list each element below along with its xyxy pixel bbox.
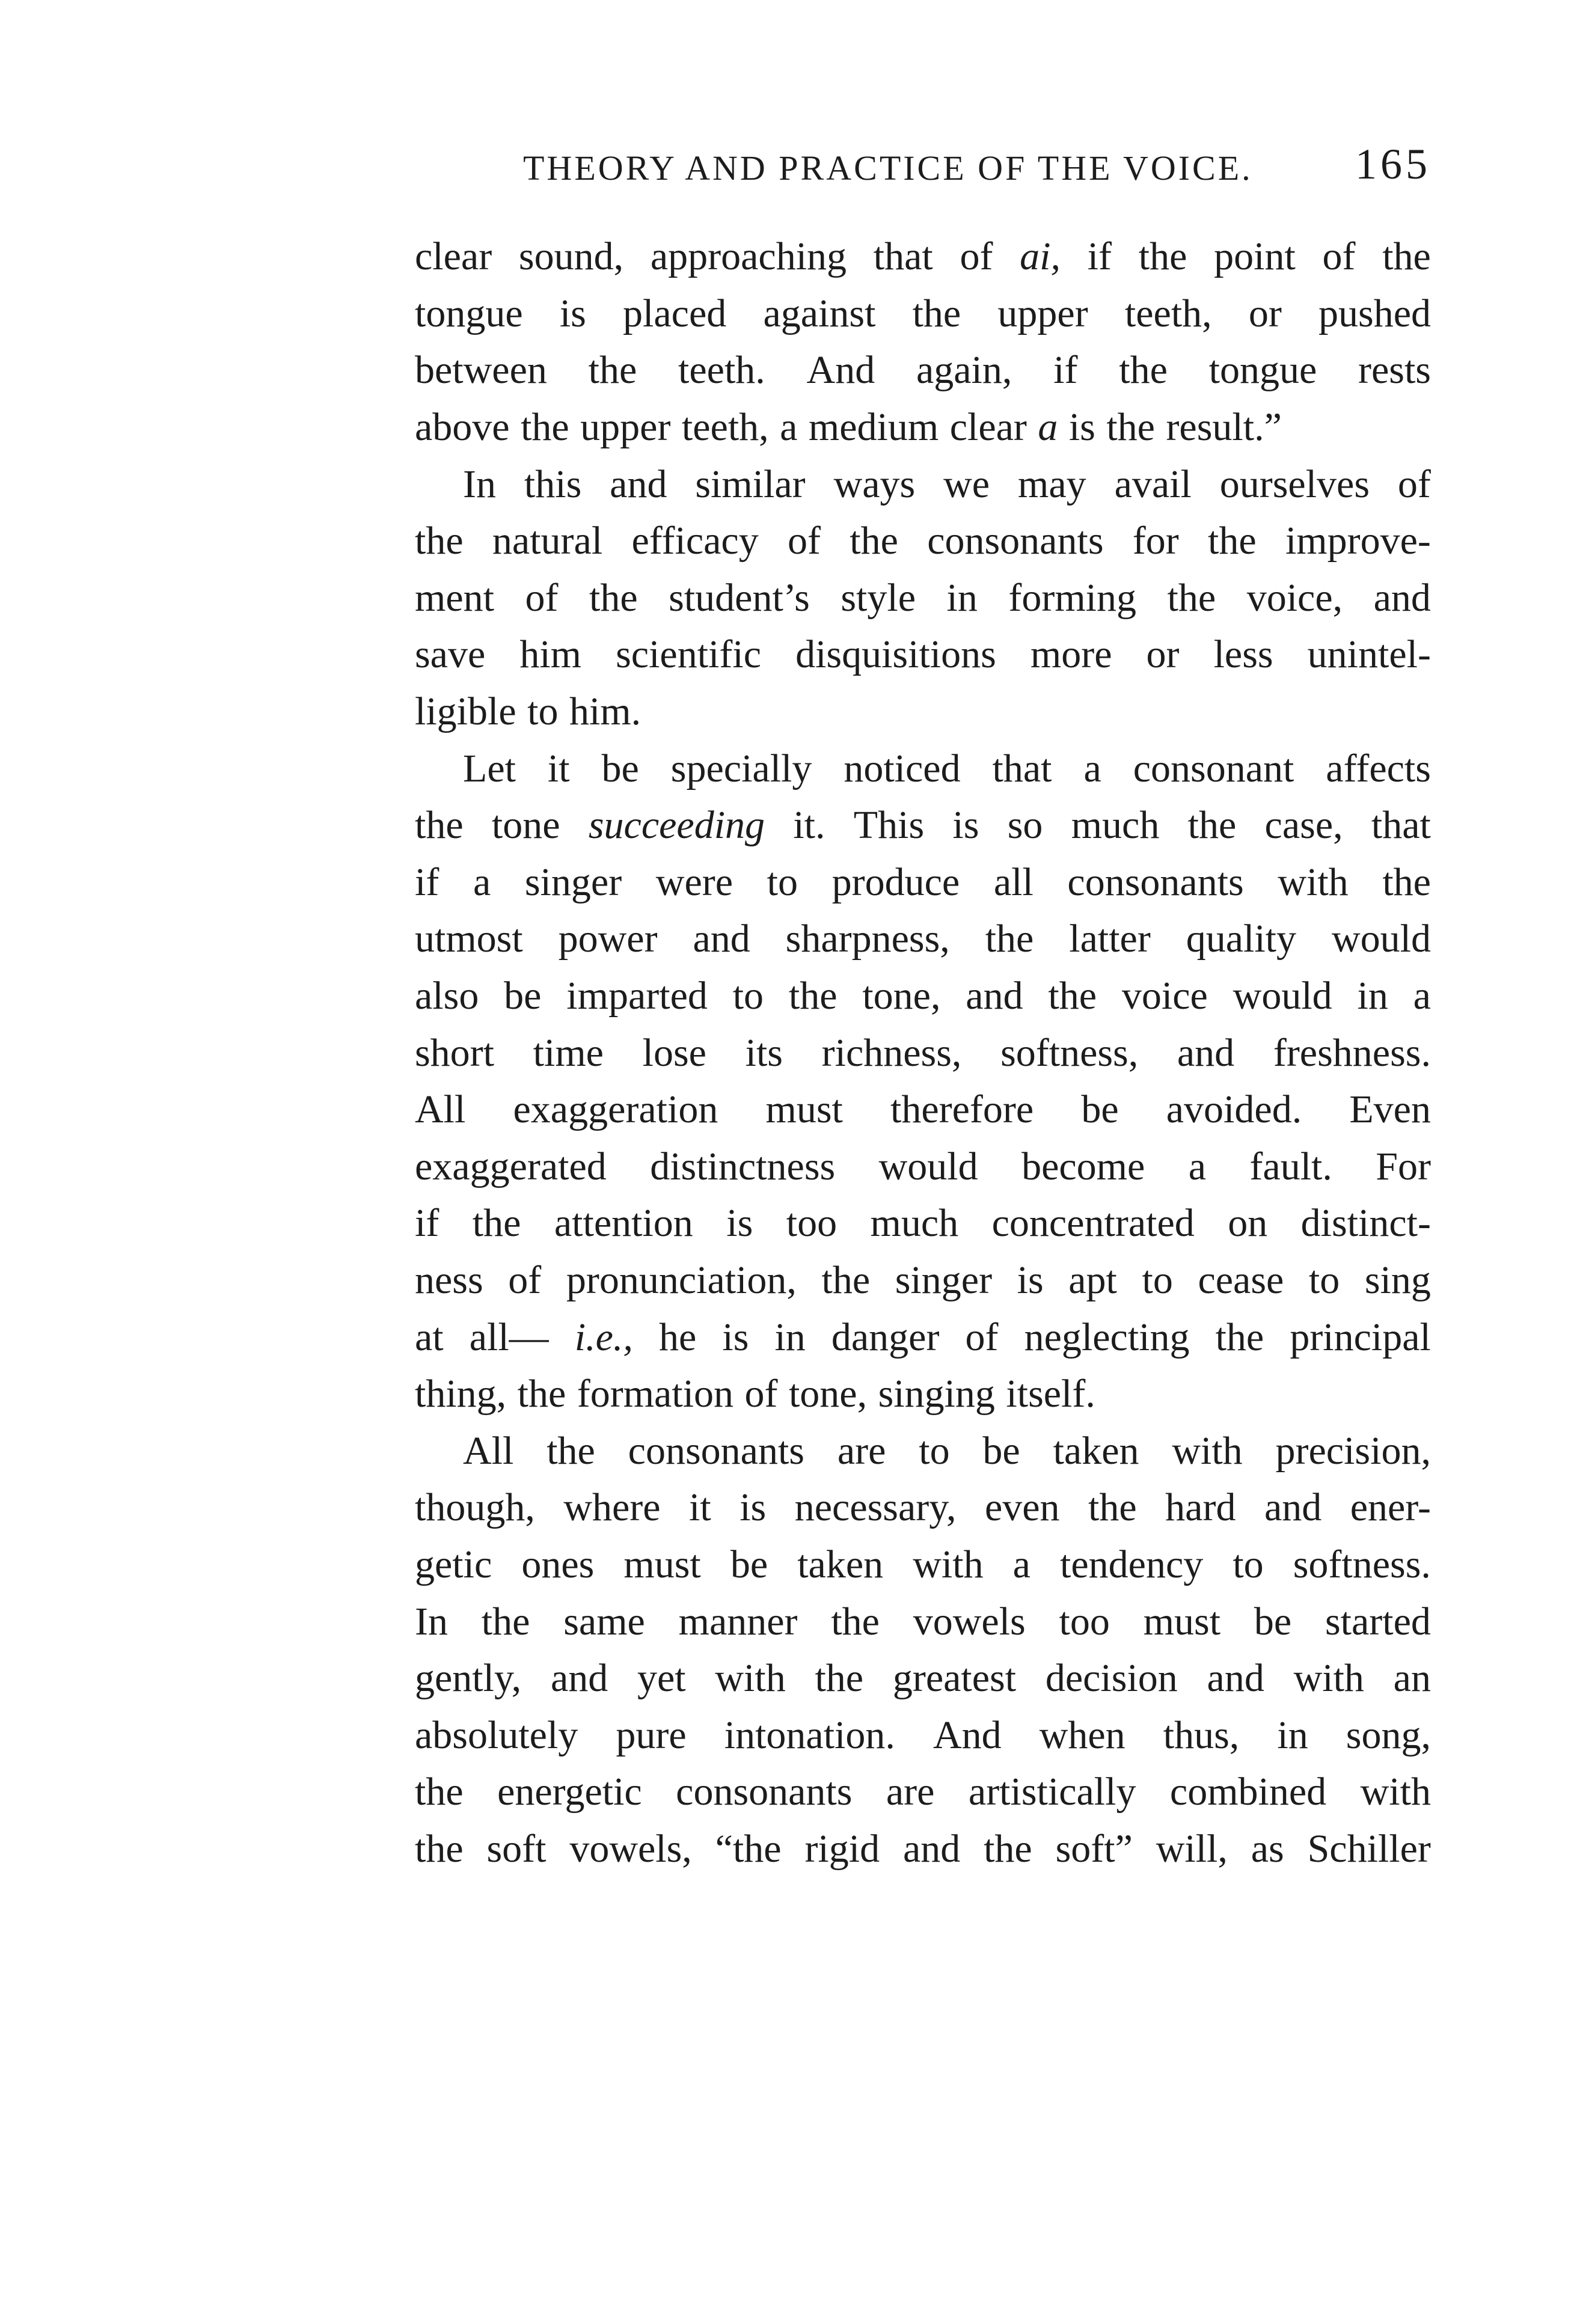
word: would — [1233, 974, 1332, 1018]
word: tone — [491, 803, 560, 848]
text-line — [415, 513, 1431, 570]
word: of — [965, 1315, 999, 1359]
word: affects — [1326, 746, 1431, 790]
word: the — [472, 1201, 521, 1246]
text-line — [415, 570, 1431, 627]
word: short — [415, 1030, 494, 1075]
word: consonants — [676, 1770, 853, 1814]
word: danger — [831, 1315, 940, 1359]
word: the — [985, 917, 1034, 961]
word: softness, — [1000, 1030, 1139, 1075]
word: consonant — [1133, 746, 1294, 790]
word: lose — [642, 1030, 706, 1075]
word: All — [415, 1087, 466, 1132]
word: the — [415, 803, 464, 848]
word: approaching — [650, 234, 847, 279]
word: or — [1146, 632, 1180, 677]
word: freshness. — [1273, 1030, 1431, 1075]
word: and — [610, 462, 667, 506]
word: And — [806, 348, 875, 393]
word: if — [415, 1201, 439, 1246]
word: sing — [1364, 1258, 1431, 1302]
word: and — [693, 917, 750, 961]
word: necessary, — [794, 1485, 957, 1530]
word: it. — [793, 803, 825, 848]
word: more — [1030, 632, 1112, 677]
word: upper — [580, 405, 671, 450]
word: point — [1214, 234, 1296, 279]
word: In — [463, 462, 496, 506]
word: if — [1053, 348, 1078, 393]
word: clear — [415, 234, 492, 279]
word: started — [1324, 1599, 1431, 1644]
word: of — [960, 234, 993, 279]
word: tone, — [862, 974, 941, 1018]
word: are — [886, 1770, 935, 1814]
word: all— — [469, 1315, 549, 1359]
word: All — [463, 1428, 514, 1473]
word: and — [550, 1656, 608, 1701]
word: the — [1208, 519, 1257, 563]
word: teeth, — [1124, 291, 1212, 335]
word: vowels, — [569, 1826, 692, 1871]
word: the — [831, 1599, 880, 1644]
word: must — [1143, 1599, 1221, 1644]
word: the — [1106, 405, 1155, 450]
text-line — [415, 854, 1431, 911]
word: of — [744, 1372, 778, 1416]
word: ment — [415, 575, 494, 620]
word: a — [780, 405, 798, 450]
word: is — [559, 291, 586, 335]
word: rests — [1358, 348, 1431, 393]
word: to — [527, 690, 559, 734]
word: “the — [715, 1826, 782, 1871]
word: and — [966, 974, 1023, 1018]
word: noticed — [844, 746, 961, 790]
word: to — [732, 974, 764, 1018]
word: gently, — [415, 1656, 522, 1701]
word: the — [589, 575, 638, 620]
word: be — [1254, 1599, 1292, 1644]
word: a — [1413, 974, 1431, 1018]
word: its — [745, 1030, 783, 1075]
word: to — [1308, 1258, 1340, 1302]
word: above — [415, 405, 510, 450]
word: would — [1331, 917, 1431, 961]
word: and — [1264, 1485, 1322, 1530]
word: is — [726, 1201, 753, 1246]
word: or — [1248, 291, 1282, 335]
word: in — [946, 575, 978, 620]
word: the — [1167, 575, 1216, 620]
word: Let — [463, 746, 516, 790]
word: sharpness, — [785, 917, 950, 961]
word: between — [415, 348, 547, 393]
word: formation — [577, 1372, 734, 1416]
word: the — [850, 519, 898, 563]
word: thing, — [415, 1372, 507, 1416]
word: clear — [949, 405, 1027, 450]
word: in — [1357, 974, 1388, 1018]
word: must — [623, 1542, 701, 1586]
word: Schiller — [1307, 1826, 1431, 1871]
word: a — [1012, 1542, 1030, 1586]
word: a — [1083, 746, 1101, 790]
word: ness — [415, 1258, 483, 1302]
text-line — [415, 911, 1431, 968]
word: intonation. — [724, 1713, 895, 1757]
word: the — [1088, 1485, 1137, 1530]
word: the — [912, 291, 961, 335]
word: be — [1081, 1087, 1119, 1132]
word: efficacy — [631, 519, 759, 563]
word: consonants — [927, 519, 1104, 563]
word: teeth. — [678, 348, 765, 393]
text-line — [415, 683, 1431, 741]
word: much — [870, 1201, 959, 1246]
word: the — [481, 1599, 530, 1644]
word: and — [1373, 575, 1431, 620]
word: of — [1397, 462, 1431, 506]
word: will, — [1156, 1826, 1228, 1871]
word: case, — [1264, 803, 1343, 848]
word: become — [1021, 1144, 1145, 1188]
text-line — [415, 740, 1431, 797]
italic-word: ai, — [1020, 234, 1061, 279]
text-line — [415, 1479, 1431, 1537]
word: singer — [895, 1258, 993, 1302]
word: he — [658, 1315, 697, 1359]
word: singing — [878, 1372, 995, 1416]
word: are — [837, 1428, 886, 1473]
page-number: 165 — [1355, 140, 1431, 188]
word: too — [786, 1201, 838, 1246]
italic-word: i.e., — [574, 1315, 633, 1359]
word: This — [853, 803, 925, 848]
word: power — [558, 917, 658, 961]
word: same — [563, 1599, 645, 1644]
text-line — [415, 1024, 1431, 1081]
word: on — [1228, 1201, 1268, 1246]
word: exaggeration — [513, 1087, 718, 1132]
text-line — [415, 456, 1431, 513]
word: getic — [415, 1542, 492, 1586]
text-line — [415, 1821, 1431, 1878]
word: where — [563, 1485, 661, 1530]
word: all — [993, 860, 1034, 904]
word: natural — [492, 519, 603, 563]
word: the — [984, 1826, 1032, 1871]
text-line — [415, 626, 1431, 683]
word: even — [984, 1485, 1060, 1530]
word: utmost — [415, 917, 523, 961]
word: fault. — [1249, 1144, 1332, 1188]
word: the — [588, 348, 637, 393]
word: may — [1018, 462, 1086, 506]
word: avoided. — [1166, 1087, 1302, 1132]
word: singer — [524, 860, 622, 904]
word: and — [1207, 1656, 1264, 1701]
word: yet — [637, 1656, 686, 1701]
body-text — [415, 228, 1431, 1877]
word: cease — [1198, 1258, 1284, 1302]
word: distinct- — [1300, 1201, 1431, 1246]
word: the — [415, 519, 464, 563]
text-line — [415, 1593, 1431, 1650]
word: the — [788, 974, 838, 1018]
word: energetic — [497, 1770, 642, 1814]
text-line — [415, 399, 1431, 456]
word: the — [1048, 974, 1097, 1018]
word: the — [1215, 1315, 1264, 1359]
running-title: THEORY AND PRACTICE OF THE VOICE. — [523, 148, 1253, 188]
italic-word: succeeding — [588, 803, 765, 848]
word: upper — [997, 291, 1088, 335]
word: result.” — [1166, 405, 1282, 450]
word: ones — [521, 1542, 595, 1586]
word: though, — [415, 1485, 535, 1530]
word: the — [1138, 234, 1187, 279]
word: too — [1059, 1599, 1110, 1644]
text-line — [415, 1252, 1431, 1309]
word: ways — [833, 462, 916, 506]
text-line — [415, 1139, 1431, 1196]
word: thus, — [1163, 1713, 1240, 1757]
word: and — [902, 1826, 961, 1871]
word: pure — [616, 1713, 687, 1757]
word: student’s — [669, 575, 810, 620]
word: of — [525, 575, 559, 620]
word: ener- — [1350, 1485, 1431, 1530]
word: concentrated — [991, 1201, 1195, 1246]
word: quality — [1186, 917, 1297, 961]
word: distinctness — [650, 1144, 836, 1188]
word: the — [1382, 234, 1431, 279]
word: specially — [670, 746, 812, 790]
word: of — [1322, 234, 1356, 279]
word: less — [1213, 632, 1273, 677]
word: with — [1172, 1428, 1243, 1473]
word: richness, — [821, 1030, 962, 1075]
text-line — [415, 1650, 1431, 1707]
word: is — [1017, 1258, 1044, 1302]
text-line — [415, 1537, 1431, 1594]
word: pronunciation, — [566, 1258, 797, 1302]
word: when — [1039, 1713, 1125, 1757]
word: unintel- — [1307, 632, 1431, 677]
text-line — [415, 1764, 1431, 1821]
word: were — [655, 860, 733, 904]
text-line — [415, 342, 1431, 399]
word: the — [1382, 860, 1431, 904]
word: a — [1188, 1144, 1206, 1188]
word: teeth, — [681, 405, 769, 450]
word: Even — [1349, 1087, 1431, 1132]
word: time — [533, 1030, 604, 1075]
word: the — [547, 1428, 595, 1473]
word: pushed — [1318, 291, 1431, 335]
word: him — [519, 632, 582, 677]
text-line — [415, 797, 1431, 854]
word: manner — [678, 1599, 798, 1644]
text-line — [415, 1195, 1431, 1252]
word: with — [715, 1656, 786, 1701]
word: to — [1142, 1258, 1173, 1302]
word: be — [982, 1428, 1020, 1473]
word: decision — [1045, 1656, 1178, 1701]
word: with — [1293, 1656, 1364, 1701]
word: him. — [569, 690, 642, 734]
word: much — [1071, 803, 1160, 848]
word: to — [1233, 1542, 1264, 1586]
word: consonants — [1067, 860, 1244, 904]
word: must — [765, 1087, 843, 1132]
word: improve- — [1285, 519, 1431, 563]
word: attention — [554, 1201, 693, 1246]
word: rigid — [804, 1826, 880, 1871]
word: of — [788, 519, 821, 563]
word: be — [504, 974, 542, 1018]
word: consonants — [628, 1428, 804, 1473]
word: also — [415, 974, 479, 1018]
word: ourselves — [1219, 462, 1370, 506]
word: avail — [1114, 462, 1192, 506]
word: to — [767, 860, 798, 904]
word: sound, — [518, 234, 624, 279]
word: tone, — [788, 1372, 868, 1416]
word: disquisitions — [795, 632, 996, 677]
word: soft — [486, 1826, 547, 1871]
word: at — [415, 1315, 444, 1359]
word: style — [841, 575, 916, 620]
word: it — [547, 746, 570, 790]
word: with — [1278, 860, 1349, 904]
word: imparted — [566, 974, 708, 1018]
text-line — [415, 1707, 1431, 1764]
word: is — [952, 803, 979, 848]
italic-word: a — [1038, 405, 1058, 450]
word: the — [1119, 348, 1168, 393]
word: scientific — [616, 632, 761, 677]
running-head — [415, 139, 1431, 194]
word: voice — [1121, 974, 1208, 1018]
word: produce — [831, 860, 960, 904]
text-line — [415, 1081, 1431, 1139]
word: with — [913, 1542, 984, 1586]
word: if — [1087, 234, 1112, 279]
text-line — [415, 228, 1431, 286]
word: is — [1068, 405, 1095, 450]
word: the — [821, 1258, 871, 1302]
word: of — [508, 1258, 542, 1302]
word: the — [521, 405, 569, 450]
word: an — [1393, 1656, 1431, 1701]
word: a — [473, 860, 491, 904]
word: with — [1360, 1770, 1431, 1814]
text-line — [415, 286, 1431, 343]
word: would — [878, 1144, 978, 1188]
word: vowels — [913, 1599, 1026, 1644]
word: placed — [623, 291, 727, 335]
word: For — [1376, 1144, 1431, 1188]
word: precision, — [1275, 1428, 1431, 1473]
word: that — [992, 746, 1052, 790]
word: absolutely — [415, 1713, 578, 1757]
word: song, — [1346, 1713, 1431, 1757]
word: combined — [1169, 1770, 1327, 1814]
word: against — [763, 291, 876, 335]
word: itself. — [1006, 1372, 1095, 1416]
word: that — [873, 234, 933, 279]
word: the — [517, 1372, 566, 1416]
word: apt — [1068, 1258, 1117, 1302]
word: the — [1187, 803, 1237, 848]
word: And — [932, 1713, 1002, 1757]
word: taken — [1053, 1428, 1139, 1473]
word: the — [415, 1770, 464, 1814]
word: soft” — [1055, 1826, 1133, 1871]
word: ligible — [415, 690, 516, 734]
word: the — [815, 1656, 864, 1701]
word: exaggerated — [415, 1144, 607, 1188]
word: in — [1277, 1713, 1308, 1757]
word: greatest — [892, 1656, 1017, 1701]
word: voice, — [1246, 575, 1343, 620]
word: medium — [808, 405, 939, 450]
word: again, — [916, 348, 1012, 393]
word: that — [1371, 803, 1431, 848]
text-line — [415, 1309, 1431, 1366]
word: is — [722, 1315, 749, 1359]
word: as — [1251, 1826, 1284, 1871]
word: similar — [695, 462, 806, 506]
word: softness. — [1293, 1542, 1431, 1586]
word: tongue — [415, 291, 523, 335]
word: for — [1132, 519, 1179, 563]
text-line — [415, 1366, 1431, 1423]
text-line — [415, 1422, 1431, 1479]
word: neglecting — [1024, 1315, 1190, 1359]
word: artistically — [968, 1770, 1136, 1814]
word: and — [1177, 1030, 1235, 1075]
text-line — [415, 968, 1431, 1025]
word: hard — [1165, 1485, 1236, 1530]
word: be — [601, 746, 639, 790]
word: save — [415, 632, 486, 677]
word: to — [919, 1428, 950, 1473]
word: we — [943, 462, 990, 506]
word: taken — [797, 1542, 884, 1586]
word: it — [689, 1485, 711, 1530]
word: In — [415, 1599, 448, 1644]
word: this — [524, 462, 582, 506]
word: is — [740, 1485, 767, 1530]
word: be — [730, 1542, 768, 1586]
word: tongue — [1208, 348, 1317, 393]
word: if — [415, 860, 439, 904]
word: in — [774, 1315, 806, 1359]
word: forming — [1008, 575, 1137, 620]
word: principal — [1290, 1315, 1431, 1359]
word: therefore — [890, 1087, 1034, 1132]
word: so — [1007, 803, 1043, 848]
word: the — [415, 1826, 464, 1871]
word: tendency — [1060, 1542, 1204, 1586]
word: latter — [1069, 917, 1151, 961]
